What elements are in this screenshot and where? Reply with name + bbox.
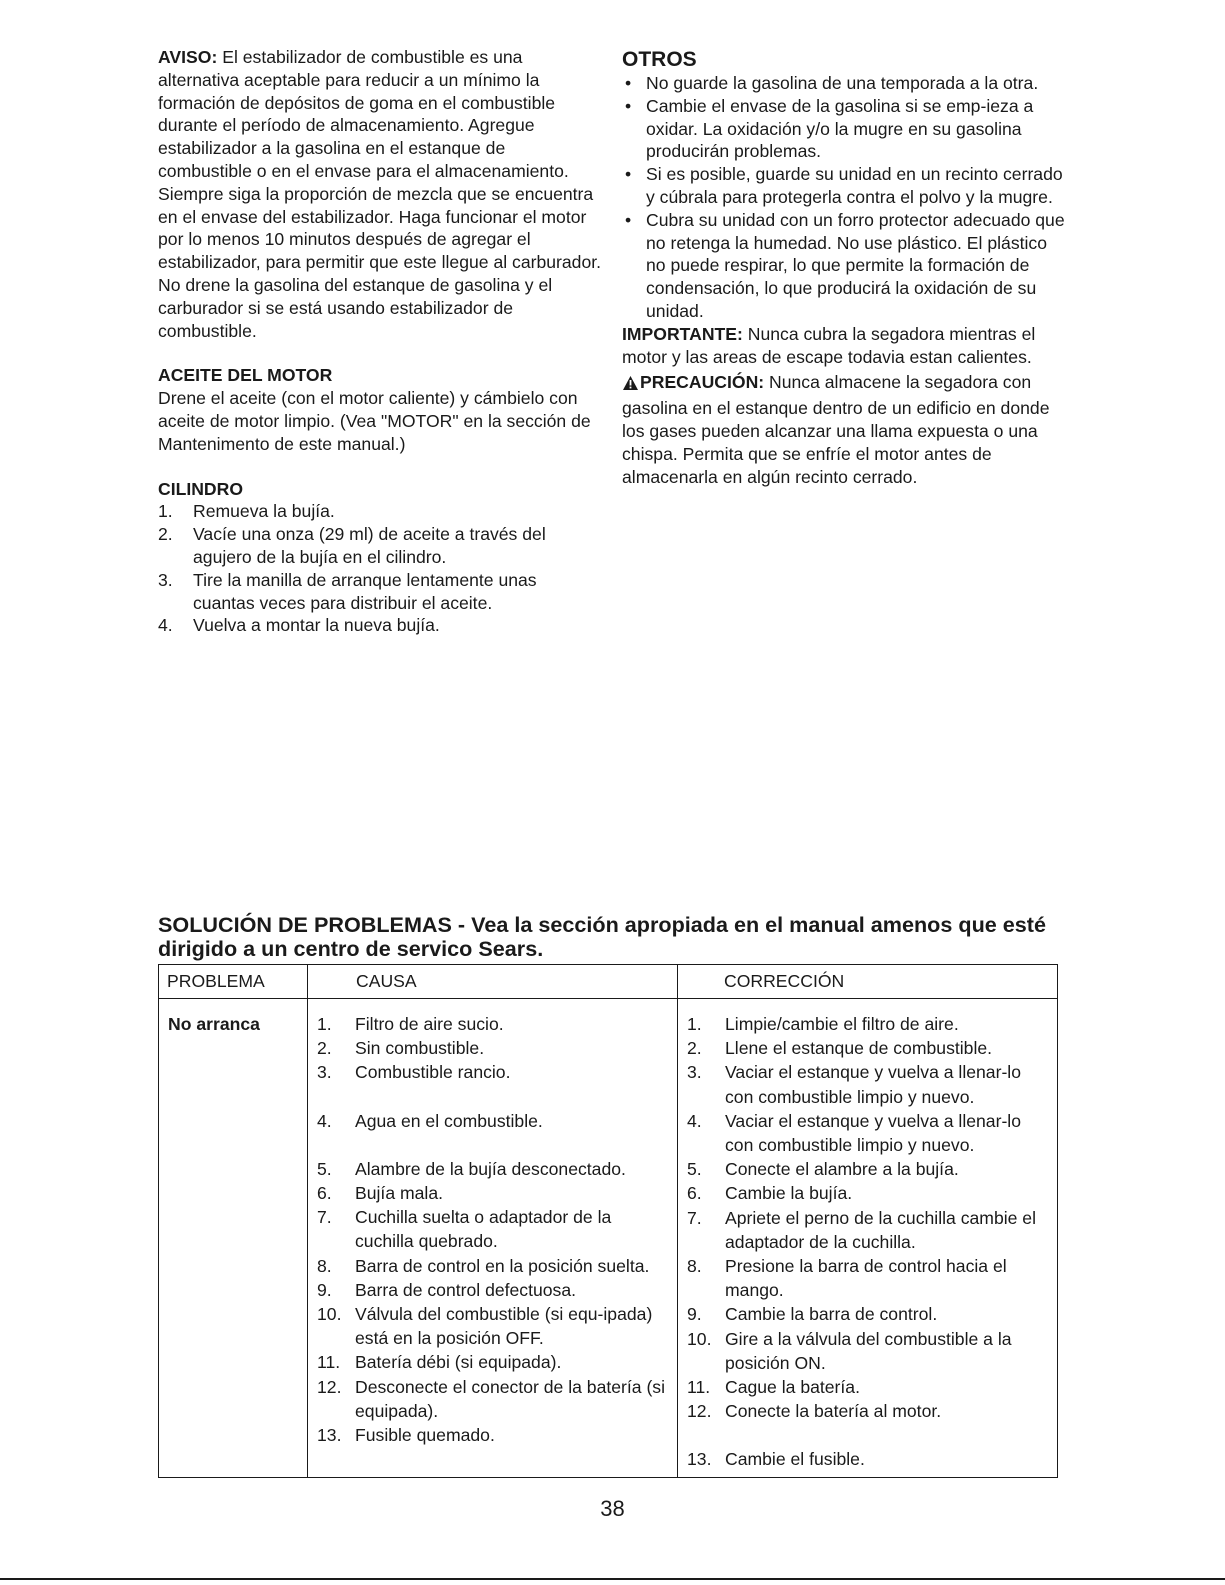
importante-paragraph (622, 323, 1067, 369)
aceite-text: Drene el aceite (con el motor caliente) y cámbielo con aceite de motor limpio. (Vea "MOTOR" en la sección de Mantenimento de este manual.) (158, 388, 591, 454)
header-correccion: CORRECCIÓN (724, 971, 845, 991)
aviso-paragraph (158, 46, 603, 342)
table-row: 12. Desconecte el conector de la batería (si equipada). (317, 1376, 666, 1421)
table-row: 6. Bujía mala. (317, 1183, 444, 1204)
importante-label: IMPORTANTE: (622, 323, 743, 344)
importante-text: Nunca cubra la segadora mientras el motor y las areas de escape todavia estan calientes. (622, 323, 1036, 367)
table-row: 7. Apriete el perno de la cuchilla cambie el adaptador de la cuchilla. (687, 1207, 1037, 1252)
table-row: 5. Conecte el alambre a la bujía. (687, 1159, 959, 1180)
precaucion-label: PRECAUCIÓN: (640, 372, 765, 393)
table-row: 4. Agua en el combustible. (317, 1110, 543, 1131)
cilindro-heading: CILINDRO (158, 478, 244, 499)
table-row: 8. Barra de control en la posición suelta. (317, 1255, 650, 1276)
table-row: 13. Fusible quemado. (317, 1425, 495, 1446)
causes-list (317, 1012, 673, 1447)
troubleshooting-table (158, 964, 1058, 1478)
otros-list (622, 72, 1067, 323)
aviso-label: AVISO: (158, 47, 218, 67)
list-item: 2. Vacíe una onza (29 ml) de aceite a través del agujero de la bujía en el cilindro. (158, 524, 546, 567)
otros-heading: OTROS (622, 48, 697, 71)
cilindro-steps (158, 500, 603, 637)
table-row: 11. Batería débi (si equipada). (317, 1352, 562, 1373)
table-row: 2. Llene el estanque de combustible. (687, 1038, 993, 1059)
header-divider (159, 998, 1057, 999)
table-row: 1. Filtro de aire sucio. (317, 1014, 504, 1034)
table-row: 5. Alambre de la bujía desconectado. (317, 1158, 626, 1179)
table-row: 9. Barra de control defectuosa. (317, 1279, 577, 1300)
table-row: 3. Combustible rancio. (317, 1062, 511, 1083)
list-item: 3. Tire la manilla de arranque lentamente unas cuantas veces para distribuir el aceite. (158, 569, 537, 613)
aviso-text: El estabilizador de combustible es una alternativa aceptable para reducir a un mínimo la formación de depósitos de goma en el combustible durante el período de almacenamiento. Agregue estabilizador a la gasolina en el estanque de combustible o en el envase para el almacenamiento. Siempre siga la proporción de mezcla que se encuentra en el envase del estabilizador. Haga funcionar el motor por lo menos 10 minutos después de agregar el estabilizador, para permitir que este llegue al carburador. No drene la gasolina del estanque de gasolina y el carburador si se está usando estabilizador de combustible. (158, 47, 602, 341)
table-row: 6. Cambie la bujía. (687, 1183, 853, 1204)
table-row: 8. Presione la barra de control hacia el mango. (687, 1256, 1007, 1301)
page-number: 38 (600, 1496, 625, 1521)
column-divider (307, 965, 308, 1477)
list-item: • Cubra su unidad con un forro protector adecuado que no retenga la humedad. No use plástico. El plástico no puede respirar, lo que permite la formación de condensación, lo que producirá la oxidación de su unidad. (622, 209, 1067, 323)
corrections-list (687, 1012, 1051, 1472)
table-row: 1. Limpie/cambie el filtro de aire. (687, 1014, 959, 1034)
column-divider (677, 965, 678, 1477)
table-row: 11. Cague la batería. (687, 1377, 860, 1398)
table-row: 10. Gire a la válvula del combustible a la posición ON. (687, 1328, 1012, 1373)
precaucion-text: Nunca almacene la segadora con gasolina en el estanque dentro de un edificio en donde los gases pueden alcanzar una llama expuesta o una chispa. Permita que se enfríe el motor antes de almacenarla en algún recinto cerrado. (622, 372, 1050, 487)
table-row: 12. Conecte la batería al motor. (687, 1401, 942, 1422)
list-item: 4. Vuelva a montar la nueva bujía. (158, 615, 440, 636)
list-item: • Cambie el envase de la gasolina si se emp-ieza a oxidar. La oxidación y/o la mugre en su gasolina producirán problemas. (622, 95, 1067, 163)
table-row: 7. Cuchilla suelta o adaptador de la cuchilla quebrado. (317, 1207, 612, 1252)
right-column (622, 46, 1067, 488)
header-problema: PROBLEMA (167, 971, 265, 991)
warning-triangle-icon (622, 374, 639, 397)
table-row: 4. Vaciar el estanque y vuelva a llenar-lo con combustible limpio y nuevo. (687, 1110, 1022, 1156)
list-item: • Si es posible, guarde su unidad en un recinto cerrado y cúbrala para protegerla contra el polvo y la mugre. (622, 163, 1067, 209)
troubleshooting-heading: SOLUCIÓN DE PROBLEMAS - Vea la sección apropiada en el manual amenos que esté dirigido a un centro de servico Sears. (158, 912, 1046, 961)
precaucion-paragraph (622, 371, 1067, 488)
left-column (158, 46, 603, 637)
table-row: 9. Cambie la barra de control. (687, 1304, 938, 1325)
table-row: 2. Sin combustible. (317, 1038, 485, 1059)
problem-cell: No arranca (168, 1014, 260, 1034)
list-item: • No guarde la gasolina de una temporada a la otra. (622, 72, 1067, 95)
bottom-divider (0, 1578, 1225, 1580)
table-row: 3. Vaciar el estanque y vuelva a llenar-lo con combustible limpio y nuevo. (687, 1062, 1022, 1107)
list-item: 1. Remueva la bujía. (158, 501, 335, 522)
table-row: 13. Cambie el fusible. (687, 1449, 865, 1470)
table-row: 10. Válvula del combustible (si equ-ipada) está en la posición OFF. (317, 1304, 653, 1349)
aceite-heading: ACEITE DEL MOTOR (158, 365, 333, 386)
header-causa: CAUSA (356, 971, 417, 991)
